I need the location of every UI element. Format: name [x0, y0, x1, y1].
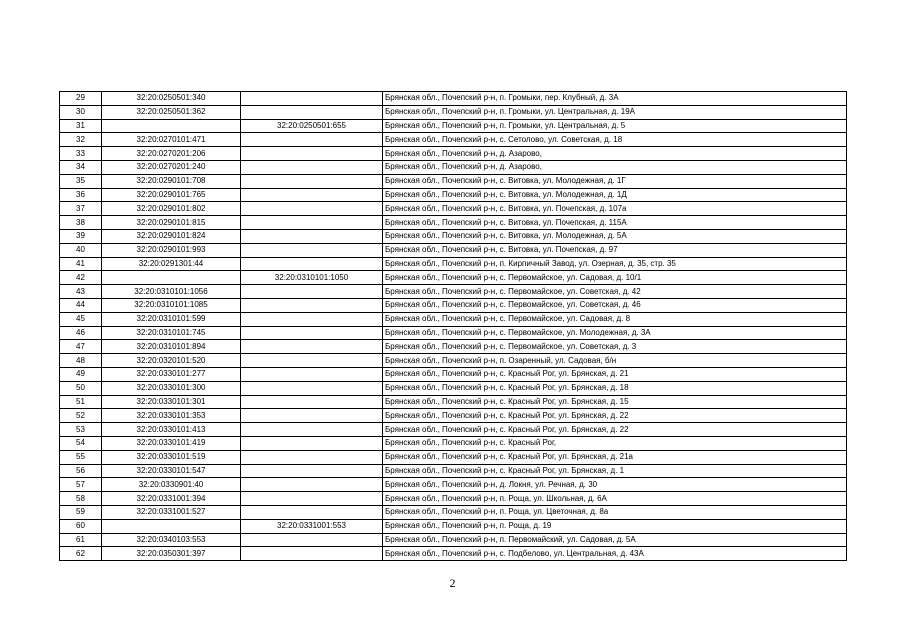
cadastral-number-alt-cell [241, 298, 383, 312]
table-row [60, 188, 847, 202]
cadastral-number-alt-cell [241, 492, 383, 506]
cadastral-number-alt-cell [241, 229, 383, 243]
cadastral-number-alt-cell [241, 533, 383, 547]
address-cell: Брянская обл., Почепский р-н, с. Красный Рог, ул. Брянская, д. 18 [383, 381, 847, 395]
table-row [60, 381, 847, 395]
table-row [60, 298, 847, 312]
address-cell: Брянская обл., Почепский р-н, с. Красный Рог, ул. Брянская, д. 1 [383, 464, 847, 478]
address-cell: Брянская обл., Почепский р-н, п. Озаренный, ул. Садовая, б/н [383, 354, 847, 368]
address-cell: Брянская обл., Почепский р-н, с. Первомайское, ул. Садовая, д. 8 [383, 312, 847, 326]
address-cell: Брянская обл., Почепский р-н, с. Красный Рог, ул. Брянская, д. 21 [383, 367, 847, 381]
table-row [60, 202, 847, 216]
row-number-cell: 51 [60, 395, 102, 409]
row-number-cell: 40 [60, 243, 102, 257]
table-row [60, 133, 847, 147]
cadastral-number-cell: 32:20:0290101:815 [102, 216, 241, 230]
row-number-cell: 35 [60, 174, 102, 188]
property-registry-table [59, 91, 847, 561]
cadastral-number-cell: 32:20:0250501:340 [102, 92, 241, 106]
address-cell: Брянская обл., Почепский р-н, с. Первомайское, ул. Молодежная, д. 3А [383, 326, 847, 340]
address-cell: Брянская обл., Почепский р-н, д. Локня, ул. Речная, д. 30 [383, 478, 847, 492]
cadastral-number-cell: 32:20:0331001:527 [102, 505, 241, 519]
row-number-cell: 61 [60, 533, 102, 547]
row-number-cell: 31 [60, 119, 102, 133]
cadastral-number-alt-cell [241, 243, 383, 257]
table-row [60, 423, 847, 437]
cadastral-number-cell: 32:20:0290101:708 [102, 174, 241, 188]
address-cell: Брянская обл., Почепский р-н, с. Красный Рог, ул. Брянская, д. 22 [383, 423, 847, 437]
cadastral-number-cell: 32:20:0310101:1056 [102, 285, 241, 299]
table-row [60, 519, 847, 533]
address-cell: Брянская обл., Почепский р-н, с. Красный Рог, ул. Брянская, д. 22 [383, 409, 847, 423]
cadastral-number-cell: 32:20:0310101:745 [102, 326, 241, 340]
table-row [60, 367, 847, 381]
address-cell: Брянская обл., Почепский р-н, с. Подбелово, ул. Центральная, д. 43А [383, 547, 847, 561]
address-cell: Брянская обл., Почепский р-н, д. Азарово, [383, 147, 847, 161]
cadastral-number-cell [102, 519, 241, 533]
cadastral-number-alt-cell [241, 464, 383, 478]
table-row [60, 160, 847, 174]
cadastral-number-alt-cell [241, 367, 383, 381]
cadastral-number-alt-cell [241, 92, 383, 106]
table-row [60, 547, 847, 561]
cadastral-number-cell: 32:20:0270201:206 [102, 147, 241, 161]
row-number-cell: 37 [60, 202, 102, 216]
address-cell: Брянская обл., Почепский р-н, п. Первомайский, ул. Садовая, д. 5А [383, 533, 847, 547]
address-cell: Брянская обл., Почепский р-н, п. Роща, д. 19 [383, 519, 847, 533]
row-number-cell: 52 [60, 409, 102, 423]
row-number-cell: 43 [60, 285, 102, 299]
cadastral-number-alt-cell [241, 312, 383, 326]
cadastral-number-alt-cell [241, 174, 383, 188]
table-row [60, 409, 847, 423]
table-row [60, 229, 847, 243]
row-number-cell: 56 [60, 464, 102, 478]
cadastral-number-alt-cell [241, 340, 383, 354]
page-number: 2 [449, 576, 456, 590]
row-number-cell: 38 [60, 216, 102, 230]
table-row [60, 340, 847, 354]
cadastral-number-cell: 32:20:0330101:301 [102, 395, 241, 409]
table-row [60, 147, 847, 161]
address-cell: Брянская обл., Почепский р-н, с. Витовка, ул. Почепская, д. 107а [383, 202, 847, 216]
address-cell: Брянская обл., Почепский р-н, с. Витовка, ул. Молодежная, д. 5А [383, 229, 847, 243]
cadastral-number-cell: 32:20:0290101:824 [102, 229, 241, 243]
table-row [60, 326, 847, 340]
row-number-cell: 47 [60, 340, 102, 354]
cadastral-number-alt-cell [241, 436, 383, 450]
address-cell: Брянская обл., Почепский р-н, с. Первомайское, ул. Советская, д. 42 [383, 285, 847, 299]
table-row [60, 354, 847, 368]
table-row [60, 312, 847, 326]
table-row [60, 285, 847, 299]
row-number-cell: 62 [60, 547, 102, 561]
cadastral-number-alt-cell [241, 160, 383, 174]
table-row [60, 492, 847, 506]
row-number-cell: 44 [60, 298, 102, 312]
cadastral-number-cell: 32:20:0330101:413 [102, 423, 241, 437]
row-number-cell: 42 [60, 271, 102, 285]
cadastral-number-alt-cell [241, 478, 383, 492]
cadastral-number-cell: 32:20:0330101:300 [102, 381, 241, 395]
cadastral-number-alt-cell: 32:20:0250501:655 [241, 119, 383, 133]
table-row [60, 174, 847, 188]
cadastral-number-cell: 32:20:0310101:1085 [102, 298, 241, 312]
cadastral-number-cell [102, 119, 241, 133]
row-number-cell: 58 [60, 492, 102, 506]
row-number-cell: 57 [60, 478, 102, 492]
cadastral-number-cell: 32:20:0330101:353 [102, 409, 241, 423]
cadastral-number-cell: 32:20:0250501:362 [102, 105, 241, 119]
row-number-cell: 49 [60, 367, 102, 381]
cadastral-number-alt-cell [241, 423, 383, 437]
address-cell: Брянская обл., Почепский р-н, д. Азарово, [383, 160, 847, 174]
table-row [60, 464, 847, 478]
table-row [60, 450, 847, 464]
cadastral-number-cell: 32:20:0310101:599 [102, 312, 241, 326]
cadastral-number-cell: 32:20:0330101:419 [102, 436, 241, 450]
cadastral-number-cell: 32:20:0330101:547 [102, 464, 241, 478]
cadastral-number-alt-cell [241, 216, 383, 230]
row-number-cell: 59 [60, 505, 102, 519]
table-row [60, 216, 847, 230]
cadastral-number-alt-cell: 32:20:0310101:1050 [241, 271, 383, 285]
address-cell: Брянская обл., Почепский р-н, п. Громыки, пер. Клубный, д. 3А [383, 92, 847, 106]
address-cell: Брянская обл., Почепский р-н, с. Первомайское, ул. Советская, д. 46 [383, 298, 847, 312]
cadastral-number-alt-cell [241, 326, 383, 340]
cadastral-number-cell: 32:20:0330101:277 [102, 367, 241, 381]
row-number-cell: 54 [60, 436, 102, 450]
address-cell: Брянская обл., Почепский р-н, с. Витовка, ул. Почепская, д. 97 [383, 243, 847, 257]
row-number-cell: 50 [60, 381, 102, 395]
cadastral-number-alt-cell [241, 105, 383, 119]
cadastral-number-alt-cell [241, 202, 383, 216]
address-cell: Брянская обл., Почепский р-н, с. Витовка, ул. Молодежная, д. 1Д [383, 188, 847, 202]
cadastral-number-cell: 32:20:0270101:471 [102, 133, 241, 147]
cadastral-number-cell: 32:20:0290101:765 [102, 188, 241, 202]
address-cell: Брянская обл., Почепский р-н, с. Красный Рог, ул. Брянская, д. 21а [383, 450, 847, 464]
cadastral-number-cell: 32:20:0331001:394 [102, 492, 241, 506]
cadastral-number-cell: 32:20:0310101:894 [102, 340, 241, 354]
table-row [60, 257, 847, 271]
cadastral-number-alt-cell [241, 395, 383, 409]
address-cell: Брянская обл., Почепский р-н, с. Первомайское, ул. Советская, д. 3 [383, 340, 847, 354]
address-cell: Брянская обл., Почепский р-н, п. Роща, ул. Цветочная, д. 8а [383, 505, 847, 519]
cadastral-number-alt-cell: 32:20:0331001:553 [241, 519, 383, 533]
address-cell: Брянская обл., Почепский р-н, с. Красный Рог, ул. Брянская, д. 15 [383, 395, 847, 409]
table-row [60, 533, 847, 547]
row-number-cell: 53 [60, 423, 102, 437]
row-number-cell: 55 [60, 450, 102, 464]
row-number-cell: 48 [60, 354, 102, 368]
table-row [60, 395, 847, 409]
cadastral-number-cell: 32:20:0330101:519 [102, 450, 241, 464]
row-number-cell: 32 [60, 133, 102, 147]
cadastral-number-alt-cell [241, 147, 383, 161]
cadastral-number-cell: 32:20:0350301:397 [102, 547, 241, 561]
row-number-cell: 46 [60, 326, 102, 340]
cadastral-number-alt-cell [241, 188, 383, 202]
table-row [60, 478, 847, 492]
table-row [60, 92, 847, 106]
cadastral-number-alt-cell [241, 450, 383, 464]
cadastral-number-alt-cell [241, 354, 383, 368]
cadastral-number-cell: 32:20:0340103:553 [102, 533, 241, 547]
cadastral-number-cell [102, 271, 241, 285]
address-cell: Брянская обл., Почепский р-н, с. Красный Рог, [383, 436, 847, 450]
registry-table-body [60, 92, 847, 561]
cadastral-number-cell: 32:20:0290101:993 [102, 243, 241, 257]
row-number-cell: 29 [60, 92, 102, 106]
cadastral-number-cell: 32:20:0330901:40 [102, 478, 241, 492]
table-row [60, 505, 847, 519]
cadastral-number-alt-cell [241, 257, 383, 271]
cadastral-number-alt-cell [241, 505, 383, 519]
cadastral-number-cell: 32:20:0291301:44 [102, 257, 241, 271]
cadastral-number-alt-cell [241, 409, 383, 423]
address-cell: Брянская обл., Почепский р-н, п. Громыки, ул. Центральная, д. 19А [383, 105, 847, 119]
cadastral-number-cell: 32:20:0270201:240 [102, 160, 241, 174]
cadastral-number-alt-cell [241, 381, 383, 395]
table-row [60, 119, 847, 133]
table-row [60, 243, 847, 257]
row-number-cell: 36 [60, 188, 102, 202]
table-row [60, 105, 847, 119]
cadastral-number-alt-cell [241, 133, 383, 147]
address-cell: Брянская обл., Почепский р-н, с. Сетолово, ул. Советская, д. 18 [383, 133, 847, 147]
cadastral-number-cell: 32:20:0290101:802 [102, 202, 241, 216]
address-cell: Брянская обл., Почепский р-н, п. Громыки, ул. Центральная, д. 5 [383, 119, 847, 133]
table-row [60, 436, 847, 450]
cadastral-number-alt-cell [241, 285, 383, 299]
row-number-cell: 34 [60, 160, 102, 174]
cadastral-number-alt-cell [241, 547, 383, 561]
address-cell: Брянская обл., Почепский р-н, п. Кирпичный Завод, ул. Озерная, д. 35, стр. 35 [383, 257, 847, 271]
cadastral-number-cell: 32:20:0320101:520 [102, 354, 241, 368]
row-number-cell: 30 [60, 105, 102, 119]
table-row [60, 271, 847, 285]
address-cell: Брянская обл., Почепский р-н, с. Витовка, ул. Молодежная, д. 1Г [383, 174, 847, 188]
row-number-cell: 45 [60, 312, 102, 326]
row-number-cell: 41 [60, 257, 102, 271]
row-number-cell: 33 [60, 147, 102, 161]
address-cell: Брянская обл., Почепский р-н, с. Витовка, ул. Почепская, д. 115А [383, 216, 847, 230]
row-number-cell: 39 [60, 229, 102, 243]
address-cell: Брянская обл., Почепский р-н, п. Роща, ул. Школьная, д. 6А [383, 492, 847, 506]
address-cell: Брянская обл., Почепский р-н, с. Первомайское, ул. Садовая, д. 10/1 [383, 271, 847, 285]
row-number-cell: 60 [60, 519, 102, 533]
